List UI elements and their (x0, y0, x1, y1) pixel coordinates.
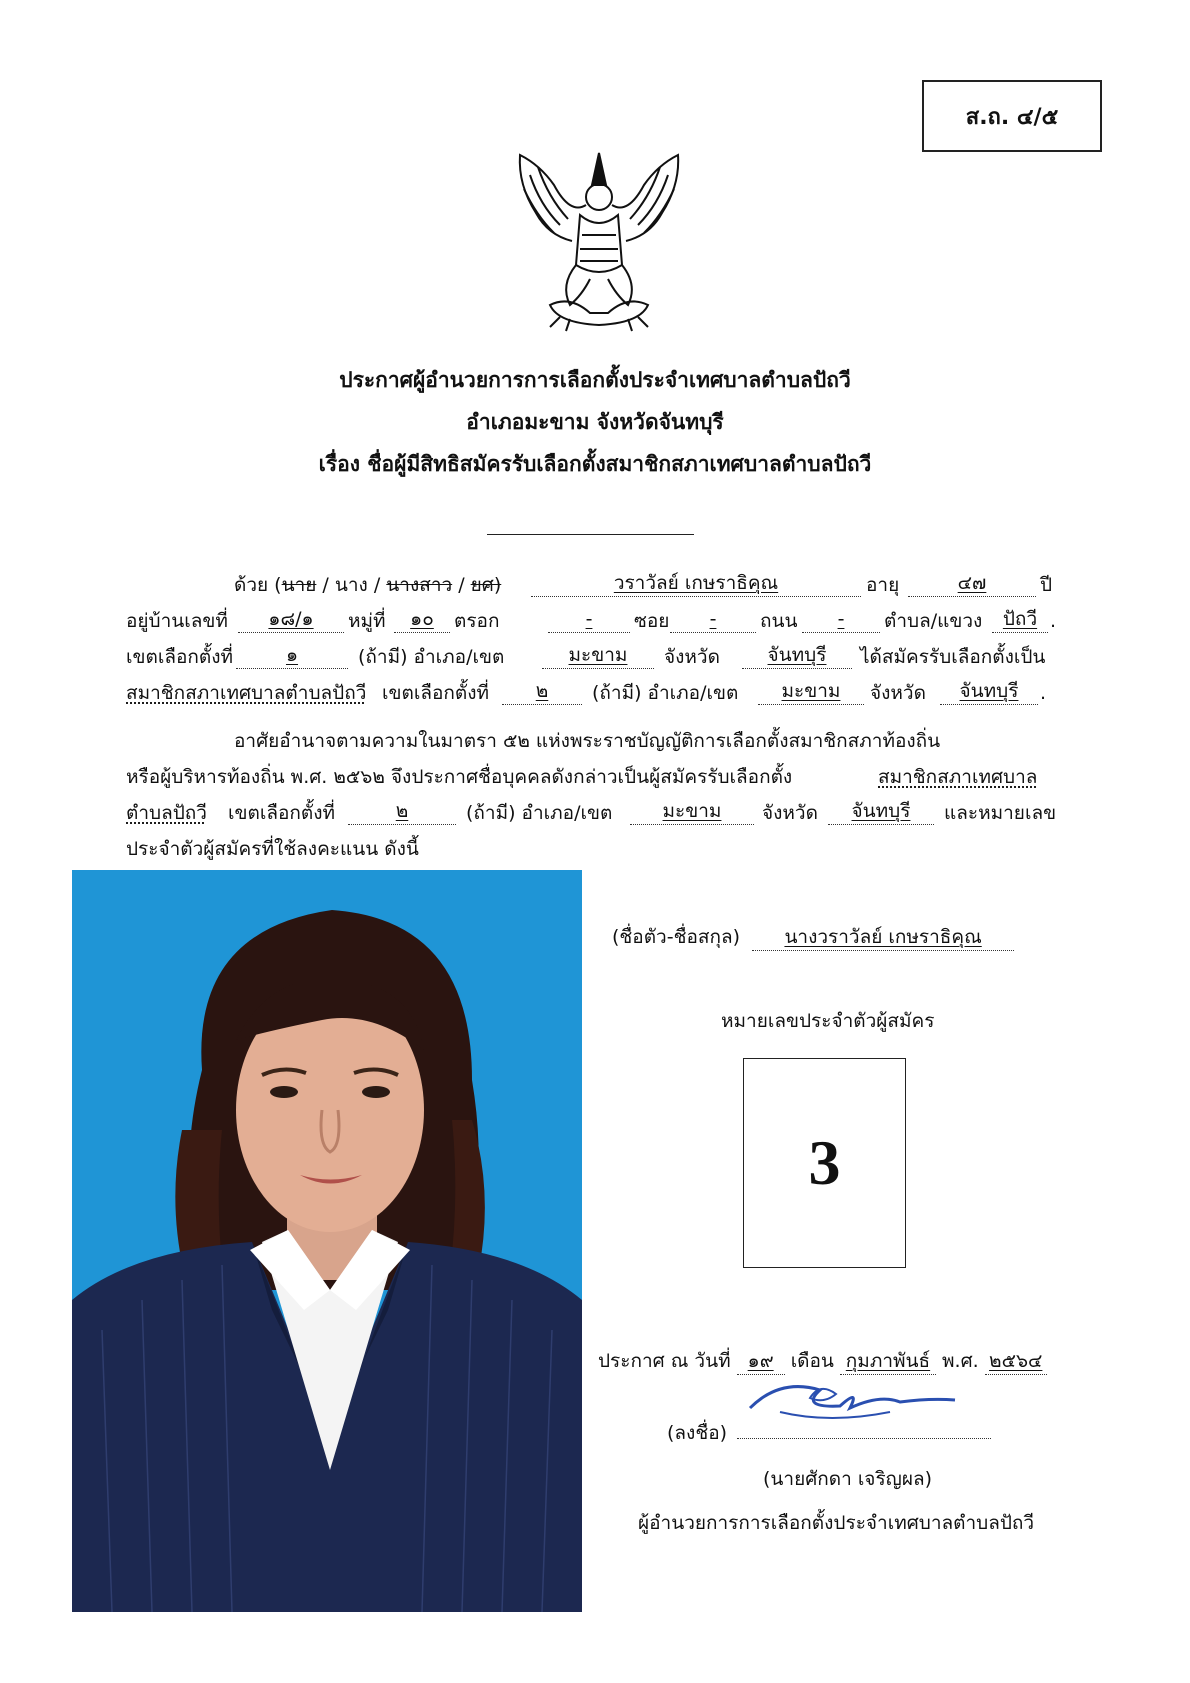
tambon: ปัถวี (992, 606, 1048, 633)
dot: . (1040, 682, 1047, 704)
divider (487, 534, 694, 535)
label-district-no: เขตเลือกตั้งที่ (126, 646, 234, 668)
para1-line-1 (126, 570, 1054, 600)
para2-text-1: อาศัยอำนาจตามความในมาตรา ๕๒ แห่งพระราชบัญญัติการเลือกตั้งสมาชิกสภาท้องถิ่น (234, 730, 941, 752)
label-soi: ซอย (634, 610, 670, 632)
para2-text-4: ประจำตัวผู้สมัครที่ใช้ลงคะแนน ดังนี้ (126, 838, 419, 860)
label-amphoe: (ถ้ามี) อำเภอ/เขต (358, 646, 505, 668)
label-road: ถนน (760, 610, 798, 632)
district-no-3: ๒ (348, 798, 456, 825)
amphoe-3: มะขาม (630, 798, 754, 825)
province: จันทบุรี (742, 642, 852, 669)
title-nai: นาย (281, 574, 317, 596)
para1-line-2 (126, 606, 1057, 636)
title-yot: ยศ) (470, 574, 502, 596)
label-amphoe-3: (ถ้ามี) อำเภอ/เขต (466, 802, 613, 824)
label-date: ประกาศ ณ วันที่ (598, 1350, 731, 1372)
title-nangsao: นางสาว (386, 574, 453, 596)
amphoe: มะขาม (542, 642, 654, 669)
label-province-3: จังหวัด (762, 802, 818, 824)
para1-line-4 (126, 678, 1054, 708)
label-year-be: พ.ศ. (942, 1350, 979, 1372)
label-district-no-3: เขตเลือกตั้งที่ (228, 802, 336, 824)
label-full-name: (ชื่อตัว-ชื่อสกุล) (612, 926, 741, 948)
para2-line-4 (126, 834, 1054, 864)
label-tambon: ตำบล/แขวง (884, 610, 983, 632)
heading-line-2: อำเภอมะขาม จังหวัดจันทบุรี (466, 410, 724, 434)
position: สมาชิกสภาเทศบาลตำบลปัถวี (126, 682, 367, 704)
label-district-no-2: เขตเลือกตั้งที่ (382, 682, 490, 704)
signer-title: ผู้อำนวยการการเลือกตั้งประจำเทศบาลตำบลปัถวี (638, 1512, 1035, 1534)
signature-line (737, 1438, 991, 1439)
candidate-photo (72, 870, 582, 1612)
position-part-2: ตำบลปัถวี (126, 802, 207, 824)
number-label: หมายเลขประจำตัวผู้สมัคร (721, 1010, 935, 1032)
candidate-name: นางวราวัลย์ เกษราธิคุณ (752, 924, 1014, 951)
label-month: เดือน (790, 1350, 834, 1372)
label-duay: ด้วย (นาย / นาง / นางสาว / ยศ) (234, 574, 502, 596)
district-no-2: ๒ (502, 678, 582, 705)
para2-line-3 (126, 798, 1057, 828)
signer-name: (นายศักดา เจริญผล) (763, 1468, 933, 1490)
form-code: ส.ถ. ๔/๕ (922, 80, 1102, 152)
para2-text-2: หรือผู้บริหารท้องถิ่น พ.ศ. ๒๕๖๒ จึงประกาศชื่อบุคคลดังกล่าวเป็นผู้สมัครรับเลือกตั้ง (126, 766, 793, 788)
district-no: ๑ (236, 642, 348, 669)
label-sign: (ลงชื่อ) (667, 1422, 728, 1444)
label-applied: ได้สมัครรับเลือกตั้งเป็น (860, 646, 1046, 668)
applicant-age: ๔๗ (908, 570, 1036, 597)
para1-line-3 (126, 642, 1054, 672)
label-number: และหมายเลข (944, 802, 1057, 824)
heading-subject: เรื่อง ชื่อผู้มีสิทธิสมัครรับเลือกตั้งสมาชิกสภาเทศบาลตำบลปัถวี (318, 452, 872, 476)
label-house-no: อยู่บ้านเลขที่ (126, 610, 228, 632)
trok: - (548, 606, 630, 633)
label-trok: ตรอก (454, 610, 500, 632)
para2-line-2 (126, 762, 1054, 792)
soi: - (670, 606, 756, 633)
province-2: จันทบุรี (940, 678, 1038, 705)
position-part-1: สมาชิกสภาเทศบาล (878, 766, 1038, 788)
heading-line-1: ประกาศผู้อำนวยการการเลือกตั้งประจำเทศบาลตำบลปัถวี (339, 368, 851, 392)
label-moo: หมู่ที่ (348, 610, 386, 632)
amphoe-2: มะขาม (758, 678, 864, 705)
year: ๒๕๖๔ (985, 1348, 1047, 1375)
house-no: ๑๘/๑ (238, 606, 344, 633)
road: - (802, 606, 880, 633)
day: ๑๙ (737, 1348, 785, 1375)
para2-line-1 (126, 726, 1054, 756)
moo: ๑๐ (394, 606, 450, 633)
name-row (612, 922, 1014, 952)
label-year: ปี (1040, 574, 1053, 596)
label-province: จังหวัด (664, 646, 720, 668)
label-province-2: จังหวัด (870, 682, 926, 704)
province-3: จันทบุรี (828, 798, 934, 825)
dot: . (1050, 610, 1057, 632)
label-amphoe-2: (ถ้ามี) อำเภอ/เขต (592, 682, 739, 704)
candidate-number: 3 (743, 1058, 906, 1268)
month: กุมภาพันธ์ (840, 1348, 936, 1375)
applicant-name: วราวัลย์ เกษราธิคุณ (531, 570, 861, 597)
label-age: อายุ (866, 574, 900, 596)
sign-row (667, 1418, 991, 1448)
garuda-emblem-icon (510, 145, 688, 333)
